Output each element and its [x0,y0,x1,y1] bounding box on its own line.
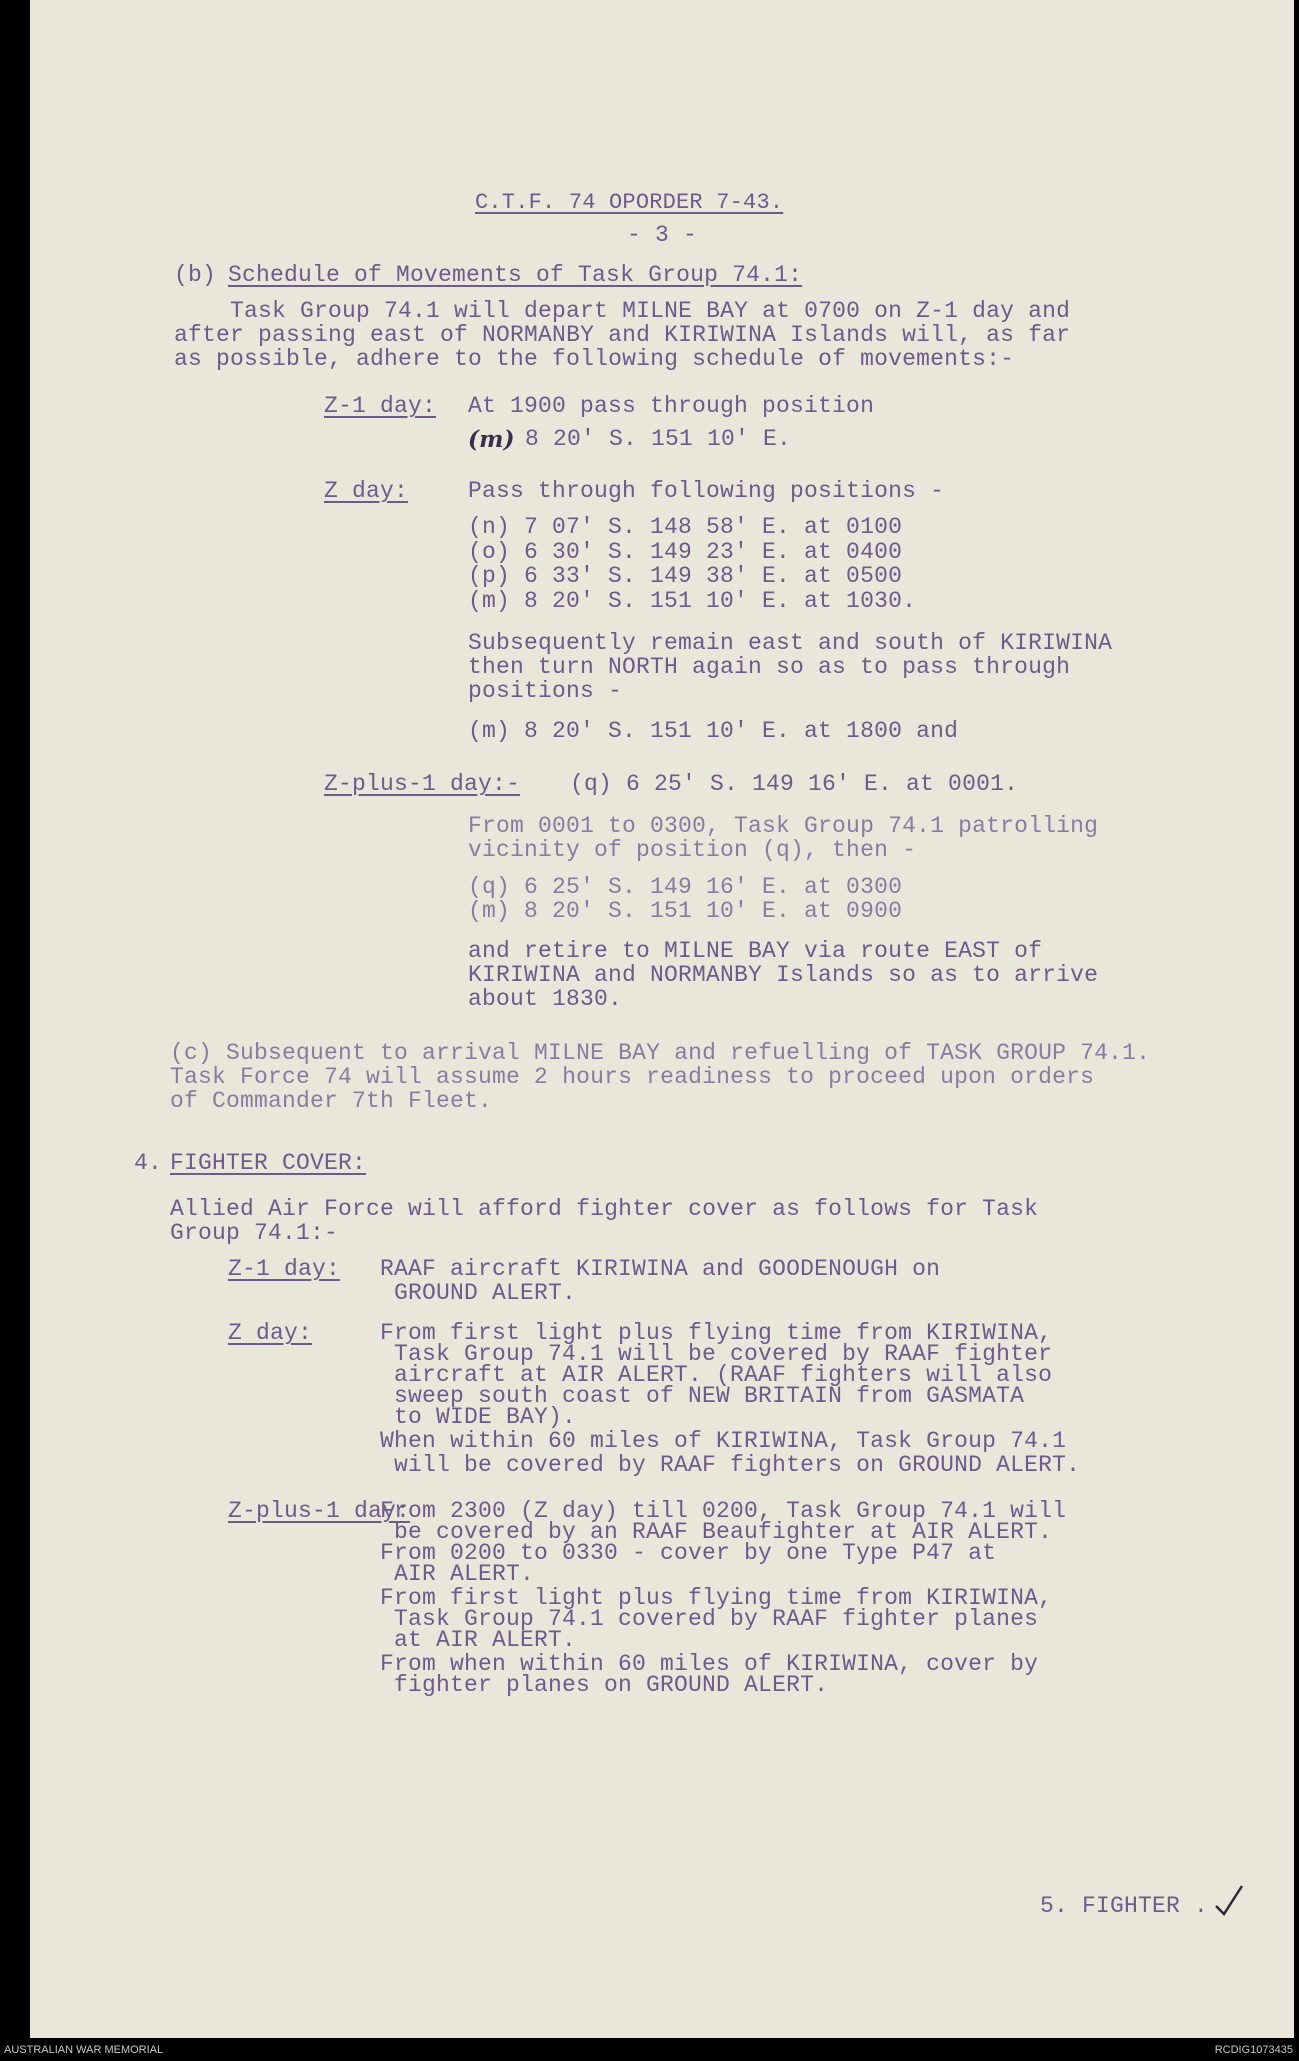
z-plus-1-retire-line: and retire to MILNE BAY via route EAST of [468,938,1043,964]
z-day-position: (n) 7 07' S. 148 58' E. at 0100 [468,514,903,540]
cover-z-minus-1-label: Z-1 day: [228,1256,341,1282]
continuation-text: 5. FIGHTER . [1040,1893,1209,1919]
z-minus-1-label: Z-1 day: [324,393,437,419]
document-page [30,0,1294,2038]
z-day-subsequent-line: Subsequently remain east and south of KIRIWINA [468,630,1113,656]
z-plus-1-retire-line: KIRIWINA and NORMANBY Islands so as to arrive [468,962,1099,988]
cover-z-plus-1-line: From 0200 to 0330 - cover by one Type P47 at [380,1540,997,1566]
z-plus-1-retire-line: about 1830. [468,986,623,1012]
z-plus-1-line: (q) 6 25' S. 149 16' E. at 0001. [570,771,1019,797]
cover-z-minus-1-line: RAAF aircraft KIRIWINA and GOODENOUGH on [380,1256,941,1282]
section-4-number: 4. [134,1150,163,1176]
cover-z-day-line: sweep south coast of NEW BRITAIN from GASMATA [380,1383,1025,1409]
section-c-line: (c) Subsequent to arrival MILNE BAY and refuelling of TASK GROUP 74.1. [170,1040,1151,1066]
z-minus-1-position: 8 20' S. 151 10' E. [525,426,792,452]
z-plus-1-position: (m) 8 20' S. 151 10' E. at 0900 [468,898,903,924]
z-day-line: Pass through following positions - [468,478,945,504]
section-b-intro-line: after passing east of NORMANBY and KIRIWINA Islands will, as far [174,322,1071,348]
z-plus-1-patrol-line: vicinity of position (q), then - [468,837,917,863]
cover-z-plus-1-line: From when within 60 miles of KIRIWINA, cover by [380,1651,1039,1677]
z-day-subsequent-line: positions - [468,678,623,704]
cover-z-minus-1-line: GROUND ALERT. [380,1280,577,1306]
cover-z-day-line: will be covered by RAAF fighters on GROUND ALERT. [380,1452,1081,1478]
position-m-handwritten: (m) [468,426,515,453]
section-4-intro-line: Group 74.1:- [170,1220,339,1246]
cover-z-day-line: to WIDE BAY). [380,1404,577,1430]
z-day-position: (o) 6 30' S. 149 23' E. at 0400 [468,539,903,565]
section-c-line: of Commander 7th Fleet. [170,1088,493,1114]
z-plus-1-label: Z-plus-1 day:- [324,771,521,797]
section-b-heading: Schedule of Movements of Task Group 74.1: [228,262,803,288]
document-title: C.T.F. 74 OPORDER 7-43. [475,190,784,215]
page-number: - 3 - [627,222,698,248]
z-day-position: (p) 6 33' S. 149 38' E. at 0500 [468,563,903,589]
z-day-label: Z day: [324,478,409,504]
cover-z-day-line: From first light plus flying time from KIRIWINA, [380,1320,1053,1346]
cover-z-plus-1-line: From 2300 (Z day) till 0200, Task Group 74.1 will [380,1498,1067,1524]
cover-z-day-line: aircraft at AIR ALERT. (RAAF fighters will also [380,1362,1053,1388]
section-b-intro-line: as possible, adhere to the following schedule of movements:- [174,346,1015,372]
cover-z-plus-1-line: Task Group 74.1 covered by RAAF fighter planes [380,1606,1039,1632]
cover-z-day-line: When within 60 miles of KIRIWINA, Task Group 74.1 [380,1428,1067,1454]
section-b-prefix: (b) [174,262,217,288]
footer-id: RCDIG1073435 [1214,2044,1293,2056]
cover-z-plus-1-line: AIR ALERT. [380,1561,535,1587]
cover-z-plus-1-line: be covered by an RAAF Beaufighter at AIR ALERT. [380,1519,1053,1545]
z-day-subsequent-line: then turn NORTH again so as to pass through [468,654,1071,680]
cover-z-plus-1-line: fighter planes on GROUND ALERT. [380,1672,829,1698]
z-minus-1-line: At 1900 pass through position [468,393,875,419]
z-plus-1-patrol-line: From 0001 to 0300, Task Group 74.1 patrolling [468,813,1099,839]
section-c-line: Task Force 74 will assume 2 hours readiness to proceed upon orders [170,1064,1095,1090]
section-b-intro-line: Task Group 74.1 will depart MILNE BAY at 0700 on Z-1 day and [230,298,1071,324]
z-day-final-position: (m) 8 20' S. 151 10' E. at 1800 and [468,718,959,744]
z-day-position: (m) 8 20' S. 151 10' E. at 1030. [468,588,917,614]
section-4-intro-line: Allied Air Force will afford fighter cover as follows for Task [170,1196,1039,1222]
cover-z-day-line: Task Group 74.1 will be covered by RAAF fighter [380,1341,1053,1367]
cover-z-day-label: Z day: [228,1320,313,1346]
cover-z-plus-1-label: Z-plus-1 day: [228,1498,411,1524]
checkmark-icon [1210,1880,1250,1920]
z-plus-1-position: (q) 6 25' S. 149 16' E. at 0300 [468,874,903,900]
section-4-heading: FIGHTER COVER: [170,1150,367,1176]
footer-source: AUSTRALIAN WAR MEMORIAL [4,2044,164,2056]
cover-z-plus-1-line: at AIR ALERT. [380,1627,577,1653]
cover-z-plus-1-line: From first light plus flying time from KIRIWINA, [380,1585,1053,1611]
